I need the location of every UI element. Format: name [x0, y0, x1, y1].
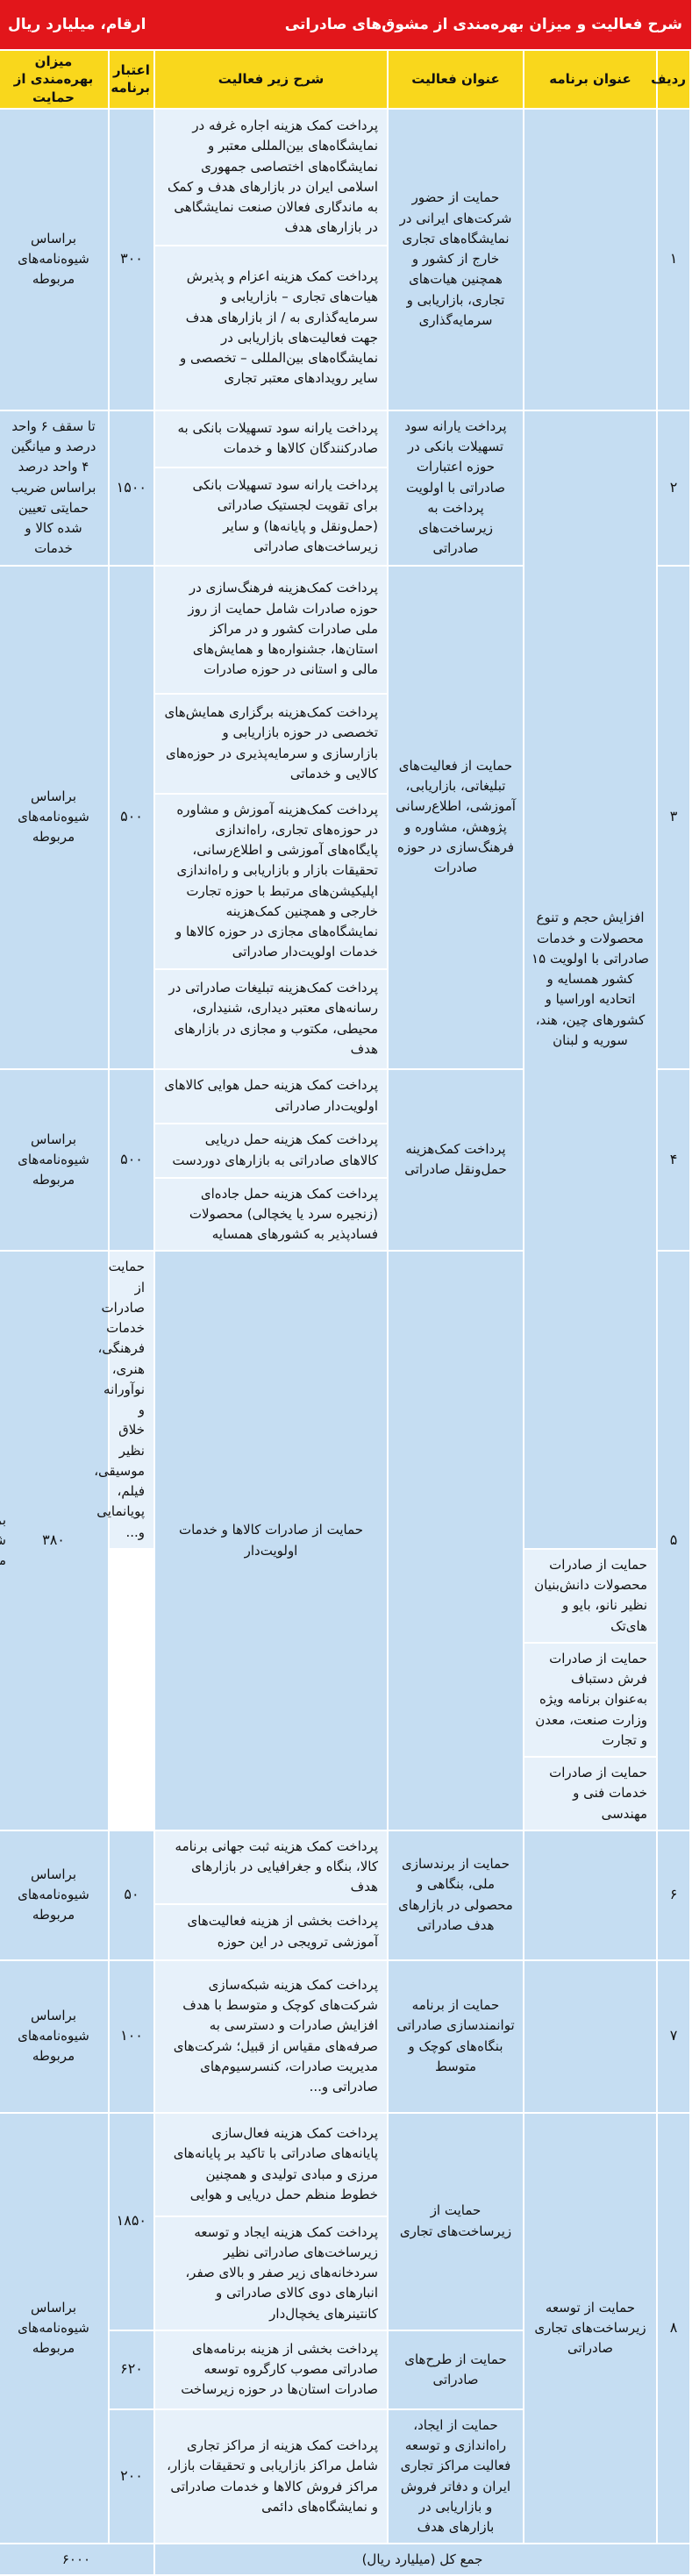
program-title-empty: [524, 1960, 658, 2113]
program-credit: ۱۵۰۰: [110, 410, 155, 566]
activity-title: پرداخت یارانه سود تسهیلات بانکی در حوزه اعتبارات صادراتی با اولویت پرداخت به زیرساخت‌های صادراتی: [389, 410, 524, 566]
activity-title: حمایت از صادرات کالاها و خدمات اولویت‌دار: [155, 1251, 389, 1830]
subactivity: پرداخت کمک‌هزینه تبلیغات صادراتی در رسانه‌های معتبر دیداری، شنیداری، محیطی، مکتوب و مجازی در بازارهای هدف: [155, 969, 389, 1069]
subactivity: پرداخت کمک هزینه حمل جاده‌ای (زنجیره سرد یا یخچالی) محصولات فسادپذیر به کشورهای همسایه: [155, 1178, 389, 1252]
activity-title: حمایت از برندسازی ملی، بنگاهی و محصولی در بازارهای هدف صادراتی: [389, 1830, 524, 1960]
subactivity: پرداخت یارانه سود تسهیلات بانکی به صادرکنندگان کالاها و خدمات: [155, 410, 389, 467]
subactivity: حمایت از صادرات محصولات دانش‌بنیان نظیر نانو، بایو و های‌تک: [524, 1549, 658, 1643]
subactivity: پرداخت بخشی از هزینه فعالیت‌های آموزشی ترویجی در این حوزه: [155, 1904, 389, 1960]
subactivity: حمایت از صادرات فرش دستباف به‌عنوان برنامه ویژه وزارت صنعت، معدن و تجارت: [524, 1643, 658, 1757]
subactivity: حمایت از صادرات خدمات فرهنگی، هنری، نوآورانه و خلاق نظیر موسیقی، فیلم، پویانمایی و...: [110, 1251, 155, 1549]
program-credit: ۵۰۰: [110, 1069, 155, 1252]
subactivity: پرداخت کمک هزینه اجاره غرفه در نمایشگاه‌های بین‌المللی معتبر و نمایشگاه‌های اختصاصی جمهوری اسلامی ایران در بازارهای هدف و کمک به ماندگاری فعالان صنعت نمایشگاهی در بازارهای هدف: [155, 109, 389, 246]
subactivity: پرداخت کمک هزینه فعال‌سازی پایانه‌های صادراتی با تاکید بر پایانه‌های مرزی و مبادی تولیدی و همچنین خطوط منظم حمل دریایی و هوایی: [155, 2113, 389, 2216]
activity-title: حمایت از زیرساخت‌های تجاری: [389, 2113, 524, 2330]
row-number: ۶: [658, 1830, 691, 1960]
benefit-level: براساس شیوه‌نامه‌های مربوطه: [0, 1830, 110, 1960]
program-title: افزایش حجم و تنوع محصولات و خدمات صادراتی با اولویت ۱۵ کشور همسایه و اتحادیه اوراسیا و کشورهای چین، هند، سوریه و لبنان: [524, 410, 658, 1549]
benefit-level: براساس شیوه‌نامه‌های مربوطه: [0, 1960, 110, 2113]
row-number: ۸: [658, 2113, 691, 2544]
activity-title: حمایت از فعالیت‌های تبلیغاتی، بازاریابی، آموزشی، اطلاع‌رسانی پژوهش، مشاوره و فرهنگ‌سازی در حوزه صادرات: [389, 566, 524, 1069]
benefit-level: براساس شیوه‌نامه‌های مربوطه: [0, 566, 110, 1069]
program-credit: ۱۸۵۰: [110, 2113, 155, 2330]
subactivity: پرداخت کمک‌هزینه فرهنگ‌سازی در حوزه صادرات شامل حمایت از روز ملی صادرات کشور و در مراکز استان‌ها، جشنواره‌ها و همایش‌های مالی و استانی در حوزه صادرات: [155, 566, 389, 694]
program-credit: ۱۰۰: [110, 1960, 155, 2113]
row-number: ۱: [658, 109, 691, 410]
subactivity: پرداخت کمک هزینه حمل دریایی کالاهای صادراتی به بازارهای دوردست: [155, 1124, 389, 1178]
row-number: ۴: [658, 1069, 691, 1252]
subactivity: پرداخت کمک هزینه اعزام و پذیرش هیات‌های تجاری – بازاریابی و سرمایه‌گذاری به / از بازارهای هدف جهت فعالیت‌های بازاریابی در نمایشگاه‌های بین‌المللی – تخصصی و سایر رویدادهای معتبر تجاری: [155, 246, 389, 410]
program-title: حمایت از توسعه زیرساخت‌های تجاری صادراتی: [524, 2113, 658, 2544]
activity-title: حمایت از ایجاد، راه‌اندازی و توسعه فعالیت مراکز تجاری ایران و دفاتر فروش و بازاریابی در بازارهای هدف: [389, 2409, 524, 2544]
benefit-level: براساس شیوه‌نامه‌های مربوطه: [0, 2113, 110, 2544]
export-incentives-table: [0, 49, 692, 2576]
activity-title: حمایت از برنامه توانمندسازی صادراتی بنگاه‌های کوچک و متوسط: [389, 1960, 524, 2113]
table-row: [0, 2113, 691, 2216]
col-header-subactivity: شرح زیر فعالیت: [155, 50, 389, 109]
col-header-credit: اعتبار برنامه: [110, 50, 155, 109]
subactivity: پرداخت کمک هزینه شبکه‌سازی شرکت‌های کوچک و متوسط با هدف افزایش صادرات و دسترسی به صرفه‌های مقیاس از قبیل؛ شرکت‌های مدیریت صادرات، کنسرسیوم‌های صادراتی و...: [155, 1960, 389, 2113]
subactivity: پرداخت یارانه سود تسهیلات بانکی برای تقویت لجستیک صادراتی (حمل‌ونقل و پایانه‌ها) و سایر زیرساخت‌های صادراتی: [155, 467, 389, 566]
units-note: ارقام، میلیارد ریال: [9, 16, 147, 33]
subactivity: پرداخت کمک هزینه از مراکز تجاری شامل مراکز بازاریابی و تحقیقات بازار، مراکز فروش کالاها و خدمات صادراتی و نمایشگاه‌های دائمی: [155, 2409, 389, 2544]
program-credit: ۶۲۰: [110, 2330, 155, 2409]
program-credit: ۳۰۰: [110, 109, 155, 410]
table-row: [0, 1830, 691, 1904]
col-header-program: عنوان برنامه: [524, 50, 658, 109]
row-number: ۵: [658, 1251, 691, 1830]
header-row: [0, 50, 691, 109]
row-number: ۳: [658, 566, 691, 1069]
table-row: [0, 410, 691, 467]
program-title-empty: [389, 1251, 524, 1830]
total-label: جمع کل (میلیارد ریال): [155, 2544, 691, 2575]
col-header-activity: عنوان فعالیت: [389, 50, 524, 109]
program-credit: ۵۰۰: [110, 566, 155, 1069]
benefit-level: براساس شیوه‌نامه‌های مربوطه: [0, 109, 110, 410]
activity-title: پرداخت کمک‌هزینه حمل‌ونقل صادراتی: [389, 1069, 524, 1252]
subactivity: پرداخت کمک‌هزینه برگزاری همایش‌های تخصصی در حوزه بازاریابی و بازارسازی و سرمایه‌پذیری در حوزه‌های کالایی و خدماتی: [155, 694, 389, 794]
activity-title: حمایت از طرح‌های صادراتی: [389, 2330, 524, 2409]
program-title-empty: [524, 109, 658, 410]
program-credit: ۳۸۰: [0, 1251, 110, 1830]
subactivity: پرداخت کمک هزینه ایجاد و توسعه زیرساخت‌های صادراتی نظیر سردخانه‌های زیر صفر و بالای صفر، انبارهای دوی کالای صادراتی و کانتینرهای یخچال‌دار: [155, 2216, 389, 2330]
activity-title: حمایت از حضور شرکت‌های ایرانی در نمایشگاه‌های تجاری خارج از کشور و همچنین هیات‌های تجاری، بازاریابی و سرمایه‌گذاری: [389, 109, 524, 410]
subactivity: پرداخت کمک هزینه ثبت جهانی برنامه کالا، بنگاه و جغرافیایی در بازارهای هدف: [155, 1830, 389, 1904]
col-header-benefit: میزان بهره‌مندی از حمایت: [0, 50, 110, 109]
program-title-empty: [524, 1830, 658, 1960]
total-row: [0, 2544, 691, 2575]
subactivity: پرداخت کمک هزینه حمل هوایی کالاهای اولویت‌دار صادراتی: [155, 1069, 389, 1124]
row-number: ۲: [658, 410, 691, 566]
table-title: شرح فعالیت و میزان بهره‌مندی از مشوق‌های صادراتی: [285, 16, 683, 33]
total-value: ۶۰۰۰: [0, 2544, 155, 2575]
subactivity: پرداخت بخشی از هزینه برنامه‌های صادراتی مصوب کارگروه توسعه صادرات استان‌ها در حوزه زیرساخت: [155, 2330, 389, 2409]
subactivity: پرداخت کمک‌هزینه آموزش و مشاوره در حوزه‌های تجاری، راه‌اندازی پایگاه‌های آموزشی و اطلاع‌رسانی، تحقیقات بازار و بازاریابی و راه‌اندازی اپلیکیشن‌های مرتبط با حوزه تجارت خارجی و همچنین کمک‌هزینه نمایشگاه‌های مجازی در حوزه کالاها و خدمات اولویت‌دار صادراتی: [155, 794, 389, 969]
benefit-level: براساس شیوه‌نامه‌های مربوطه: [0, 1069, 110, 1252]
subactivity: حمایت از صادرات خدمات فنی و مهندسی: [524, 1757, 658, 1830]
benefit-level: تا سقف ۶ واحد درصد و میانگین ۴ واحد درصد براساس ضریب حمایتی تعیین شده کالا و خدمات: [0, 410, 110, 566]
program-credit: ۲۰۰: [110, 2409, 155, 2544]
program-credit: ۵۰: [110, 1830, 155, 1960]
row-number: ۷: [658, 1960, 691, 2113]
col-header-row-number: ردیف: [658, 50, 691, 109]
table-row: [0, 109, 691, 246]
table-row: [0, 1960, 691, 2113]
title-bar: [0, 0, 692, 49]
